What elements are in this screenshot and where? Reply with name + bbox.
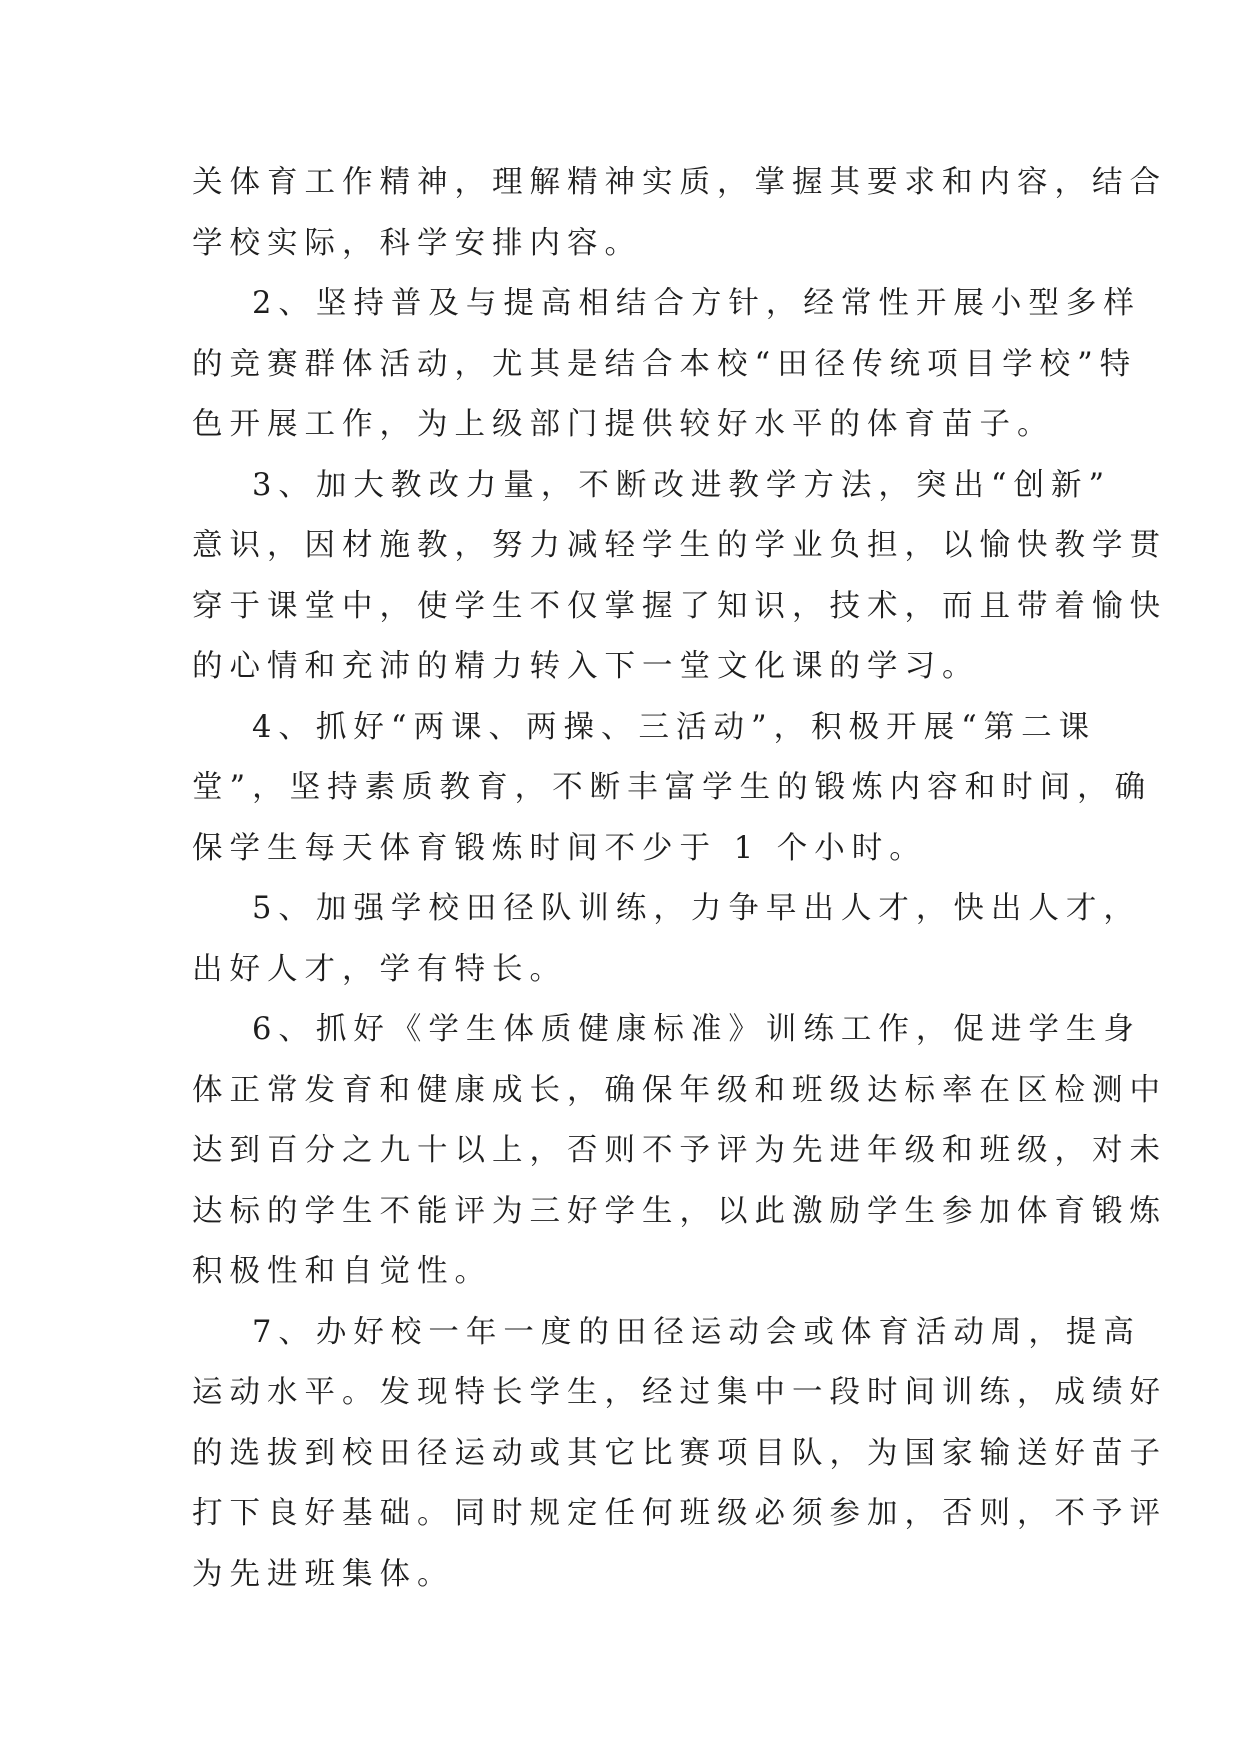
paragraph-5: [192, 879, 1141, 1000]
paragraph-line: 意识，因材施教，努力减轻学生的学业负担，以愉快教学贯: [192, 528, 1167, 563]
paragraph-line: 体正常发育和健康成长，确保年级和班级达标率在区检测中: [192, 1072, 1167, 1108]
paragraph-line: 达标的学生不能评为三好学生，以此激励学生参加体育锻炼: [192, 1193, 1167, 1229]
paragraph-6: [192, 1000, 1167, 1303]
paragraph-line: 的竞赛群体活动，尤其是结合本校“田径传统项目学校”特: [192, 346, 1138, 382]
paragraph-line: 穿于课堂中，使学生不仅掌握了知识，技术，而且带着愉快: [192, 588, 1167, 624]
document-body: [192, 153, 1167, 1605]
paragraph-line: 的心情和充沛的精力转入下一堂文化课的学习。: [192, 649, 980, 684]
paragraph-line: 的选拔到校田径运动或其它比赛项目队，为国家输送好苗子: [192, 1435, 1167, 1471]
paragraph-line: 学校实际，科学安排内容。: [192, 225, 642, 261]
paragraph-line: 保学生每天体育锻炼时间不少于 1 个小时。: [192, 830, 927, 866]
paragraph-1: [192, 153, 1167, 274]
paragraph-7: [192, 1303, 1167, 1606]
paragraph-line: 打下良好基础。同时规定任何班级必须参加，否则，不予评: [192, 1496, 1167, 1531]
paragraph-line: 运动水平。发现特长学生，经过集中一段时间训练，成绩好: [192, 1375, 1167, 1410]
paragraph-line: 为先进班集体。: [192, 1556, 455, 1592]
paragraph-line: 3、加大教改力量，不断改进教学方法，突出“创新”: [252, 467, 1112, 503]
paragraph-line: 7、办好校一年一度的田径运动会或体育活动周，提高: [252, 1314, 1141, 1350]
paragraph-2: [192, 274, 1141, 456]
paragraph-line: 积极性和自觉性。: [192, 1254, 492, 1289]
paragraph-line: 达到百分之九十以上，否则不予评为先进年级和班级，对未: [192, 1133, 1167, 1168]
paragraph-line: 堂”，坚持素质教育，不断丰富学生的锻炼内容和时间，确: [192, 770, 1153, 805]
paragraph-line: 6、抓好《学生体质健康标准》训练工作，促进学生身: [252, 1012, 1141, 1047]
paragraph-3: [192, 456, 1167, 698]
paragraph-line: 2、坚持普及与提高相结合方针，经常性开展小型多样: [252, 286, 1141, 321]
paragraph-line: 5、加强学校田径队训练，力争早出人才，快出人才，: [252, 891, 1141, 926]
paragraph-line: 色开展工作，为上级部门提供较好水平的体育苗子。: [192, 407, 1055, 442]
paragraph-line: 出好人才，学有特长。: [192, 951, 567, 987]
paragraph-line: 4、抓好“两课、两操、三活动”，积极开展“第二课: [252, 709, 1097, 745]
paragraph-line: 关体育工作精神，理解精神实质，掌握其要求和内容，结合: [192, 165, 1167, 200]
paragraph-4: [192, 698, 1153, 880]
